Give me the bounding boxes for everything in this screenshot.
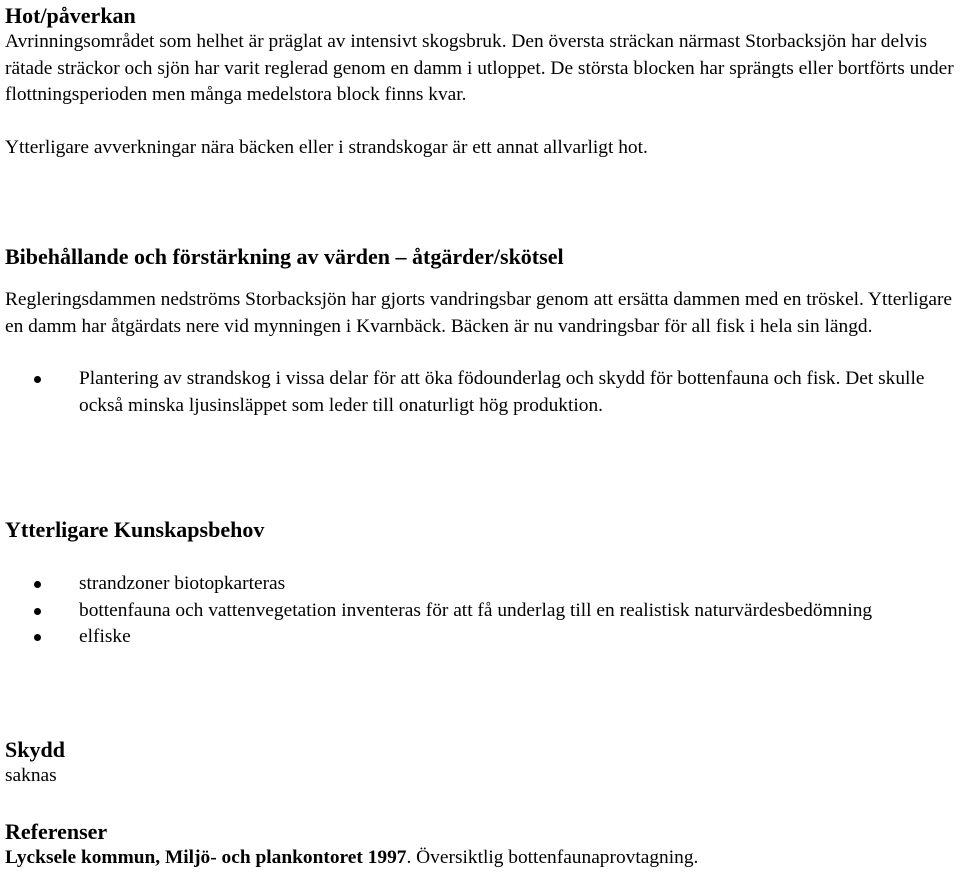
heading-skydd: Skydd — [5, 737, 65, 762]
section-kunskapsbehov — [5, 516, 960, 651]
section-referenser — [5, 818, 960, 872]
list-item-text: strandzoner biotopkarteras — [79, 573, 286, 594]
bullet-icon — [34, 376, 41, 383]
list-item — [5, 624, 960, 651]
heading-kunskapsbehov: Ytterligare Kunskapsbehov — [5, 517, 265, 542]
list-item — [5, 571, 960, 598]
paragraph-hot-1: Avrinningsområdet som helhet är präglat av intensivt skogsbruk. Den översta sträckan närmast Storbacksjön har delvis rätade sträckor och sjön har varit reglerad genom en damm i utloppet. De största blocken har sprängts eller bortförts under flottningsperioden men många medelstora block finns kvar. — [5, 31, 954, 105]
list-item-text: elfiske — [79, 626, 131, 647]
heading-referenser: Referenser — [5, 819, 108, 844]
section-hot — [5, 2, 960, 161]
reference-author: Lycksele kommun, Miljö- och plankontoret 1997 — [5, 847, 407, 868]
paragraph-hot-2: Ytterligare avverkningar nära bäcken eller i strandskogar är ett annat allvarligt hot. — [5, 136, 648, 158]
paragraph-atgarder: Regleringsdammen nedströms Storbacksjön har gjorts vandringsbar genom att ersätta dammen med en tröskel. Ytterligare en damm har åtgärdats nere vid mynningen i Kvarnbäck. Bäcken är nu vandringsbar för all fisk i hela sin längd. — [5, 289, 953, 337]
bullet-icon — [34, 581, 41, 588]
bullet-icon — [34, 608, 41, 615]
list-item — [5, 598, 960, 625]
list-item-text: Plantering av strandskog i vissa delar för att öka födounderlag och skydd för bottenfauna och fisk. Det skulle också minska ljusinsläppet som leder till onaturligt hög produktion. — [79, 368, 925, 416]
heading-atgarder: Bibehållande och förstärkning av värden – åtgärder/skötsel — [5, 244, 564, 269]
reference-title: . Översiktlig bottenfaunaprovtagning. — [406, 847, 699, 868]
list-item-text: bottenfauna och vattenvegetation inventeras för att få underlag till en realistisk naturvärdesbedömning — [79, 599, 873, 621]
section-atgarder — [5, 243, 960, 419]
section-skydd — [5, 736, 960, 790]
skydd-text: saknas — [5, 765, 57, 786]
list-kunskapsbehov — [5, 571, 960, 651]
list-atgarder — [5, 366, 960, 419]
heading-hot: Hot/påverkan — [5, 3, 136, 28]
reference-entry — [5, 845, 960, 872]
bullet-icon — [34, 634, 41, 641]
list-item — [5, 366, 960, 419]
